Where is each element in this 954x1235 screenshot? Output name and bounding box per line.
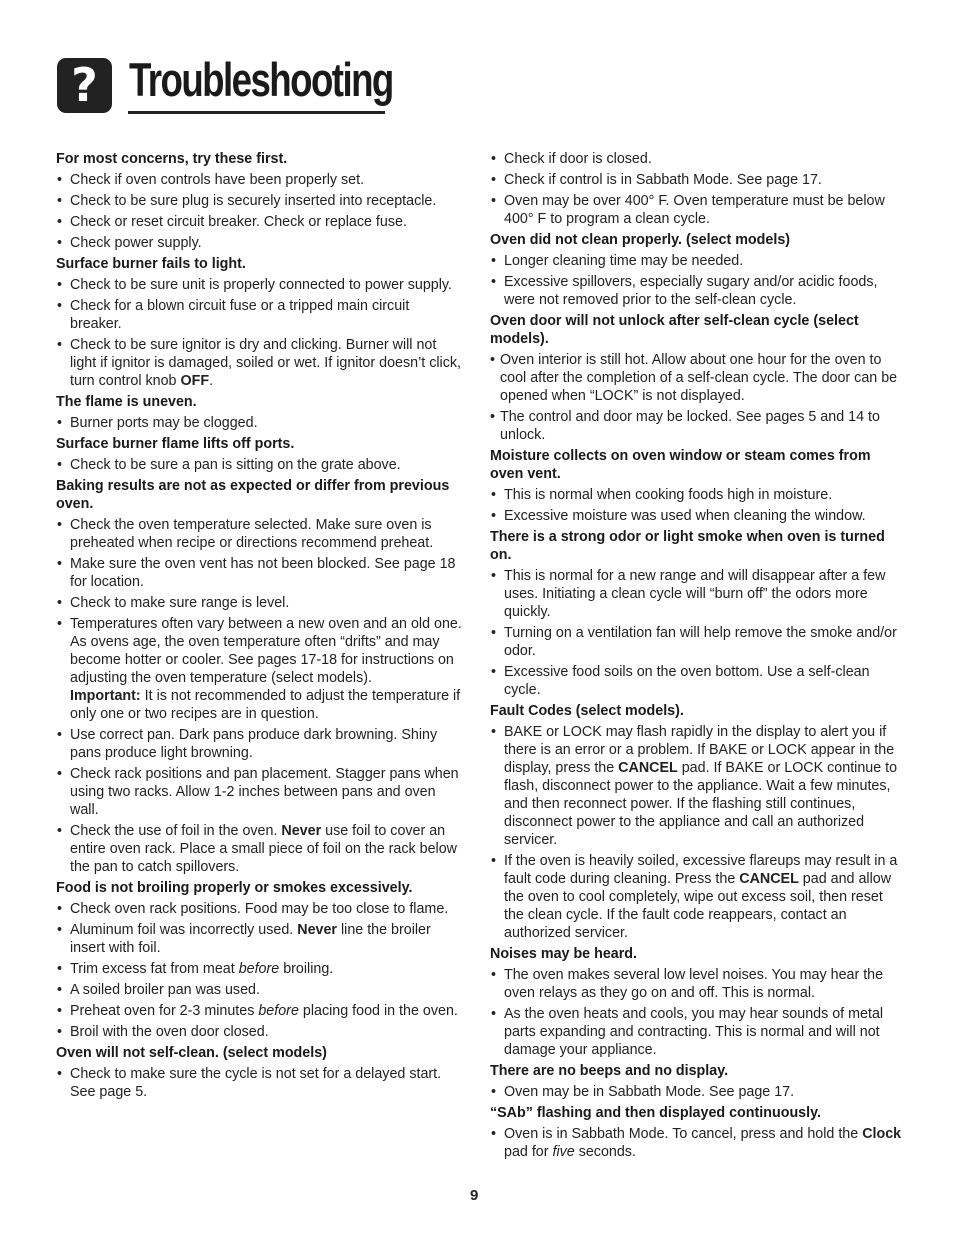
list-item: • Check to be sure a pan is sitting on the grate above. [56,456,464,474]
page-title: Troubleshooting [129,53,393,106]
item-text: placing food in the oven. [298,1003,458,1019]
list-item: • Check oven rack positions. Food may be too close to flame. [56,900,464,918]
emphasis-bold: Never [297,922,337,938]
emphasis-bold: CANCEL [618,760,678,776]
bullet-list [490,486,902,525]
emphasis-italic: before [238,961,280,977]
bullet-list [56,900,464,1041]
list-item: • As the oven heats and cools, you may hear sounds of metal parts expanding and contracting. This is normal and will not damage your appliance. [490,1005,902,1059]
list-item: • Longer cleaning time may be needed. [490,252,902,270]
list-item: • Check to make sure the cycle is not set for a delayed start. See page 5. [56,1065,464,1101]
section-heading: There are no beeps and no display. [490,1063,729,1079]
list-item [490,1125,902,1161]
troubleshooting-section [56,435,464,474]
list-item: • The oven makes several low level noises. You may hear the oven relays as they go on and off. This is normal. [490,966,902,1002]
list-item: • Check or reset circuit breaker. Check or replace fuse. [56,213,464,231]
item-text: If the oven is heavily soiled, excessive flareups may result in a fault code during cleaning. Press the [504,853,898,887]
item-text: pad. If BAKE or LOCK continue to flash, disconnect power to the appliance. Wait a few minutes, and then reconnect power. If the flashing still continues, disconnect power to the appliance and call an authorized servicer. [504,760,898,848]
important-text: It is not recommended to adjust the temperature if only one or two recipes are in question. [70,688,461,722]
section-heading: Fault Codes (select models). [490,703,684,719]
item-text: Trim excess fat from meat [70,961,239,977]
list-item: • Excessive food soils on the oven bottom. Use a self-clean cycle. [490,663,902,699]
list-item [56,336,464,390]
list-item: • Burner ports may be clogged. [56,414,464,432]
page-number: 9 [470,1187,479,1204]
troubleshooting-section [490,312,902,444]
list-item [490,852,902,942]
section-heading: Surface burner flame lifts off ports. [56,436,295,452]
emphasis-bold: OFF [180,373,210,389]
list-item: • Check to be sure plug is securely inserted into receptacle. [56,192,464,210]
important-label: Important: [70,688,141,704]
list-item: • Excessive spillovers, especially sugary and/or acidic foods, were not removed prior to the self-clean cycle. [490,273,902,309]
section-heading: Surface burner fails to light. [56,256,246,272]
troubleshooting-section [490,702,902,942]
list-item: • Check for a blown circuit fuse or a tripped main circuit breaker. [56,297,464,333]
troubleshooting-section [56,150,464,252]
list-item: • Use correct pan. Dark pans produce dark browning. Shiny pans produce light browning. [56,726,464,762]
item-text: seconds. [574,1144,636,1160]
list-item: • Check if door is closed. [490,150,902,168]
bullet-list [490,252,902,309]
section-heading: Food is not broiling properly or smokes excessively. [56,880,413,896]
bullet-list [56,516,464,876]
list-item: • Turning on a ventilation fan will help remove the smoke and/or odor. [490,624,902,660]
list-item: • Check to be sure unit is properly connected to power supply. [56,276,464,294]
item-text: Aluminum foil was incorrectly used. [70,922,298,938]
bullet-list [56,171,464,252]
list-item: • This is normal when cooking foods high in moisture. [490,486,902,504]
section-heading: “SAb” flashing and then displayed continuously. [490,1105,821,1121]
list-item [56,921,464,957]
section-heading: Baking results are not as expected or differ from previous oven. [56,478,450,512]
list-item: • Oven may be in Sabbath Mode. See page 17. [490,1083,902,1101]
item-text: line the broiler insert with foil. [70,922,431,956]
emphasis-bold: Never [281,823,322,839]
bullet-list [490,150,902,228]
section-heading: For most concerns, try these first. [56,151,288,167]
item-text: pad and allow the oven to cool completely, wipe out excess soil, then reset the clean cycle. If the fault code reappears, contact an authorized servicer. [504,871,892,941]
troubleshooting-section [56,393,464,432]
list-item: • Check power supply. [56,234,464,252]
list-item [56,822,464,876]
troubleshooting-section [56,477,464,876]
troubleshooting-section [490,1062,902,1101]
important-note [70,687,464,723]
list-item: • Excessive moisture was used when cleaning the window. [490,507,902,525]
list-item: • This is normal for a new range and will disappear after a few uses. Initiating a clean cycle will “burn off” the odors more quickly. [490,567,902,621]
emphasis-italic: five [552,1144,575,1160]
bullet-list [56,1065,464,1101]
list-item: • Make sure the oven vent has not been blocked. See page 18 for location. [56,555,464,591]
bullet-list [56,414,464,432]
bullet-list [490,1083,902,1101]
bullet-list [490,723,902,942]
bullet-list [490,567,902,699]
emphasis-bold: Clock [862,1126,902,1142]
list-item: • Check the oven temperature selected. Make sure oven is preheated when recipe or directions recommend preheat. [56,516,464,552]
list-item: • Check to make sure range is level. [56,594,464,612]
section-heading: Oven will not self-clean. (select models) [56,1045,327,1061]
troubleshooting-section [490,528,902,699]
bullet-list [490,351,902,444]
troubleshooting-section [490,150,902,228]
list-item: • Broil with the oven door closed. [56,1023,464,1041]
item-text: BAKE or LOCK may flash rapidly in the display to alert you if there is an error or a problem. If BAKE or LOCK appear in the display, press the [504,724,895,776]
list-item: • A soiled broiler pan was used. [56,981,464,999]
list-item [56,1002,464,1020]
troubleshooting-section [490,1104,902,1161]
list-item: • Oven may be over 400° F. Oven temperature must be below 400° F to program a clean cycle. [490,192,902,228]
list-item: • Check if oven controls have been properly set. [56,171,464,189]
list-item [490,723,902,849]
troubleshooting-section [56,1044,464,1101]
list-item [56,615,464,723]
bullet-list [56,456,464,474]
list-item: • Check if control is in Sabbath Mode. See page 17. [490,171,902,189]
section-heading: There is a strong odor or light smoke when oven is turned on. [490,529,885,563]
troubleshooting-section [490,231,902,309]
troubleshooting-section [490,447,902,525]
title-underline [128,111,385,114]
item-text: . [209,373,214,389]
bullet-list [490,1125,902,1161]
emphasis-italic: before [258,1003,299,1019]
section-heading: The flame is uneven. [56,394,197,410]
item-text: use foil to cover an entire oven rack. Place a small piece of foil on the rack below the pan to catch spillovers. [70,823,458,875]
emphasis-bold: CANCEL [739,871,799,887]
question-mark-icon: ? [57,58,112,113]
item-text: Check to be sure ignitor is dry and clicking. Burner will not light if ignitor is damaged, soiled or wet. If ignitor doesn’t click, turn control knob [70,337,461,389]
right-column [490,150,902,1164]
section-heading: Oven did not clean properly. (select models) [490,232,791,248]
item-text: Temperatures often vary between a new oven and an old one. As ovens age, the oven temperature often “drifts” and may become hotter or cooler. See pages 17-18 for instructions on adjusting the oven temperature (select models). [70,616,462,686]
section-heading: Moisture collects on oven window or steam comes from oven vent. [490,448,871,482]
item-text: pad for [504,1144,553,1160]
section-heading: Oven door will not unlock after self-clean cycle (select models). [490,313,859,347]
list-item [56,960,464,978]
troubleshooting-section [56,255,464,390]
left-column [56,150,464,1104]
item-text: broiling. [279,961,334,977]
item-text: Check the use of foil in the oven. [70,823,282,839]
list-item: • Check rack positions and pan placement. Stagger pans when using two racks. Allow 1-2 inches between pans and oven wall. [56,765,464,819]
bullet-list [490,966,902,1059]
bullet-list [56,276,464,390]
troubleshooting-section [490,945,902,1059]
item-text: Oven is in Sabbath Mode. To cancel, press and hold the [504,1126,863,1142]
troubleshooting-section [56,879,464,1041]
list-item: • Oven interior is still hot. Allow about one hour for the oven to cool after the completion of a self-clean cycle. The door can be opened when “LOCK” is not displayed. [490,351,902,405]
section-heading: Noises may be heard. [490,946,638,962]
list-item: • The control and door may be locked. See pages 5 and 14 to unlock. [490,408,902,444]
item-text: Preheat oven for 2-3 minutes [70,1003,259,1019]
